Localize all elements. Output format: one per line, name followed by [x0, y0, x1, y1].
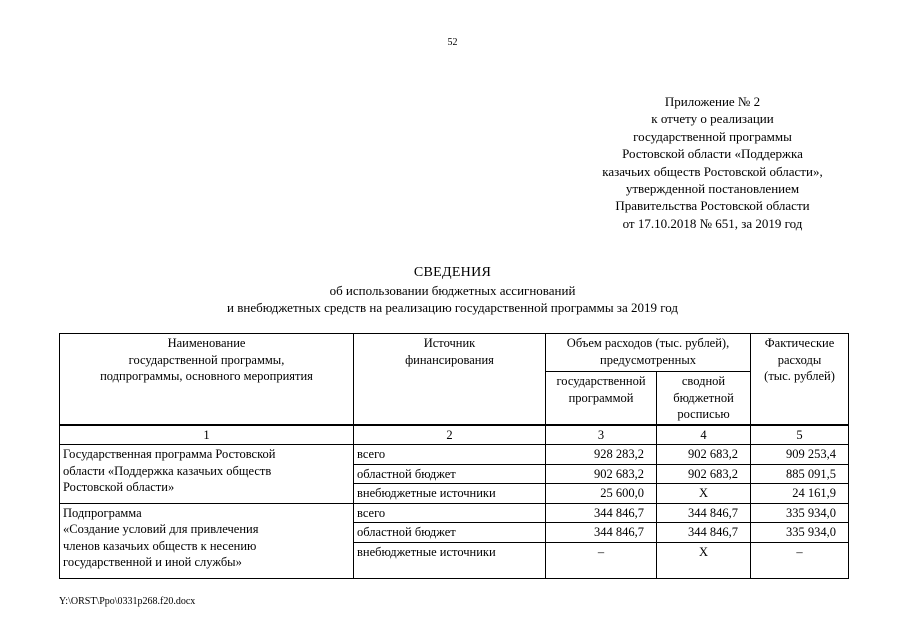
budget-list-amount-cell: 344 846,7 [657, 503, 751, 523]
header-budget-list [657, 372, 751, 425]
header-source-line: финансирования [405, 352, 494, 367]
header-actual-line: расходы [777, 352, 822, 367]
program-amount-cell: 344 846,7 [546, 523, 657, 543]
source-cell: областной бюджет [354, 464, 546, 484]
appendix-note [570, 93, 855, 232]
header-name-line: Наименование [167, 336, 246, 350]
appendix-line: Приложение № 2 [664, 94, 761, 109]
header-name [60, 334, 354, 425]
program-amount-cell: 902 683,2 [546, 464, 657, 484]
program-name-line: Ростовской области» [63, 480, 175, 494]
header-volume-line: предусмотренных [600, 352, 696, 367]
header-actual-line: Фактические [764, 336, 835, 350]
program-name-line: области «Поддержка казачьих обществ [63, 463, 272, 478]
source-cell: всего [354, 445, 546, 465]
appendix-line: казачьих обществ Ростовской области», [602, 163, 823, 179]
document-subtitle-line-1: об использовании бюджетных ассигнований [329, 282, 576, 298]
appendix-line: государственной программы [633, 128, 792, 144]
program-name-cell [60, 445, 354, 504]
header-budget-list-line: сводной [681, 374, 726, 388]
header-actual-line: (тыс. рублей) [764, 369, 835, 383]
actual-amount-cell: 335 934,0 [751, 503, 849, 523]
header-program [546, 372, 657, 425]
program-amount-cell: 928 283,2 [546, 445, 657, 465]
header-program-line: государственной [556, 374, 646, 388]
subprogram-name-line: «Создание условий для привлечения [63, 522, 259, 536]
program-amount-cell: 25 600,0 [546, 484, 657, 504]
actual-amount-cell: 335 934,0 [751, 523, 849, 543]
appendix-line: утвержденной постановлением [625, 181, 800, 197]
budget-list-amount-cell: 902 683,2 [657, 464, 751, 484]
header-budget-list-line: росписью [677, 407, 730, 421]
program-amount-cell: 344 846,7 [546, 503, 657, 523]
budget-list-amount-cell: 344 846,7 [657, 523, 751, 543]
appendix-line: Ростовской области «Поддержка [622, 146, 803, 162]
budget-list-amount-cell: Х [657, 484, 751, 504]
subprogram-name-line: членов казачьих обществ к несению [63, 538, 257, 553]
column-number: 1 [60, 425, 354, 445]
column-number: 3 [546, 425, 657, 445]
page-number: 52 [447, 37, 458, 48]
header-budget-list-line: бюджетной [673, 390, 734, 405]
header-program-line: программой [568, 390, 634, 405]
column-number-row [60, 425, 849, 445]
program-amount-cell: – [546, 542, 657, 578]
appendix-line: Правительства Ростовской области [615, 198, 810, 214]
column-number: 5 [751, 425, 849, 445]
header-volume-line: Объем расходов (тыс. рублей), [566, 336, 730, 350]
actual-amount-cell: – [751, 542, 849, 578]
table-row [60, 445, 849, 465]
budget-report-table [59, 333, 849, 579]
source-cell: областной бюджет [354, 523, 546, 543]
footer-file-path: Y:\ORST\Ppo\0331p268.f20.docx [59, 596, 196, 607]
appendix-line: к отчету о реализации [651, 111, 774, 127]
header-volume [546, 334, 751, 372]
subprogram-name-line: Подпрограмма [63, 505, 142, 520]
actual-amount-cell: 24 161,9 [751, 484, 849, 504]
table-row [60, 503, 849, 523]
budget-list-amount-cell: 902 683,2 [657, 445, 751, 465]
budget-list-amount-cell: Х [657, 542, 751, 578]
source-cell: всего [354, 503, 546, 523]
column-number: 4 [657, 425, 751, 445]
table-header-row [60, 334, 849, 372]
program-name-line: Государственная программа Ростовской [63, 447, 276, 461]
document-title: СВЕДЕНИЯ [413, 265, 492, 280]
source-cell: внебюджетные источники [354, 484, 546, 504]
subprogram-name-cell [60, 503, 354, 578]
source-cell: внебюджетные источники [354, 542, 546, 578]
header-name-line: государственной программы, [128, 352, 285, 367]
appendix-line: от 17.10.2018 № 651, за 2019 год [622, 215, 803, 231]
actual-amount-cell: 909 253,4 [751, 445, 849, 465]
document-heading [0, 264, 905, 317]
document-subtitle-line-2: и внебюджетных средств на реализацию государственной программы за 2019 год [227, 300, 678, 315]
header-actual [751, 334, 849, 425]
subprogram-name-line: государственной и иной службы» [63, 555, 242, 569]
header-source-line: Источник [423, 336, 476, 350]
header-source [354, 334, 546, 425]
column-number: 2 [354, 425, 546, 445]
header-name-line: подпрограммы, основного мероприятия [100, 369, 313, 383]
actual-amount-cell: 885 091,5 [751, 464, 849, 484]
